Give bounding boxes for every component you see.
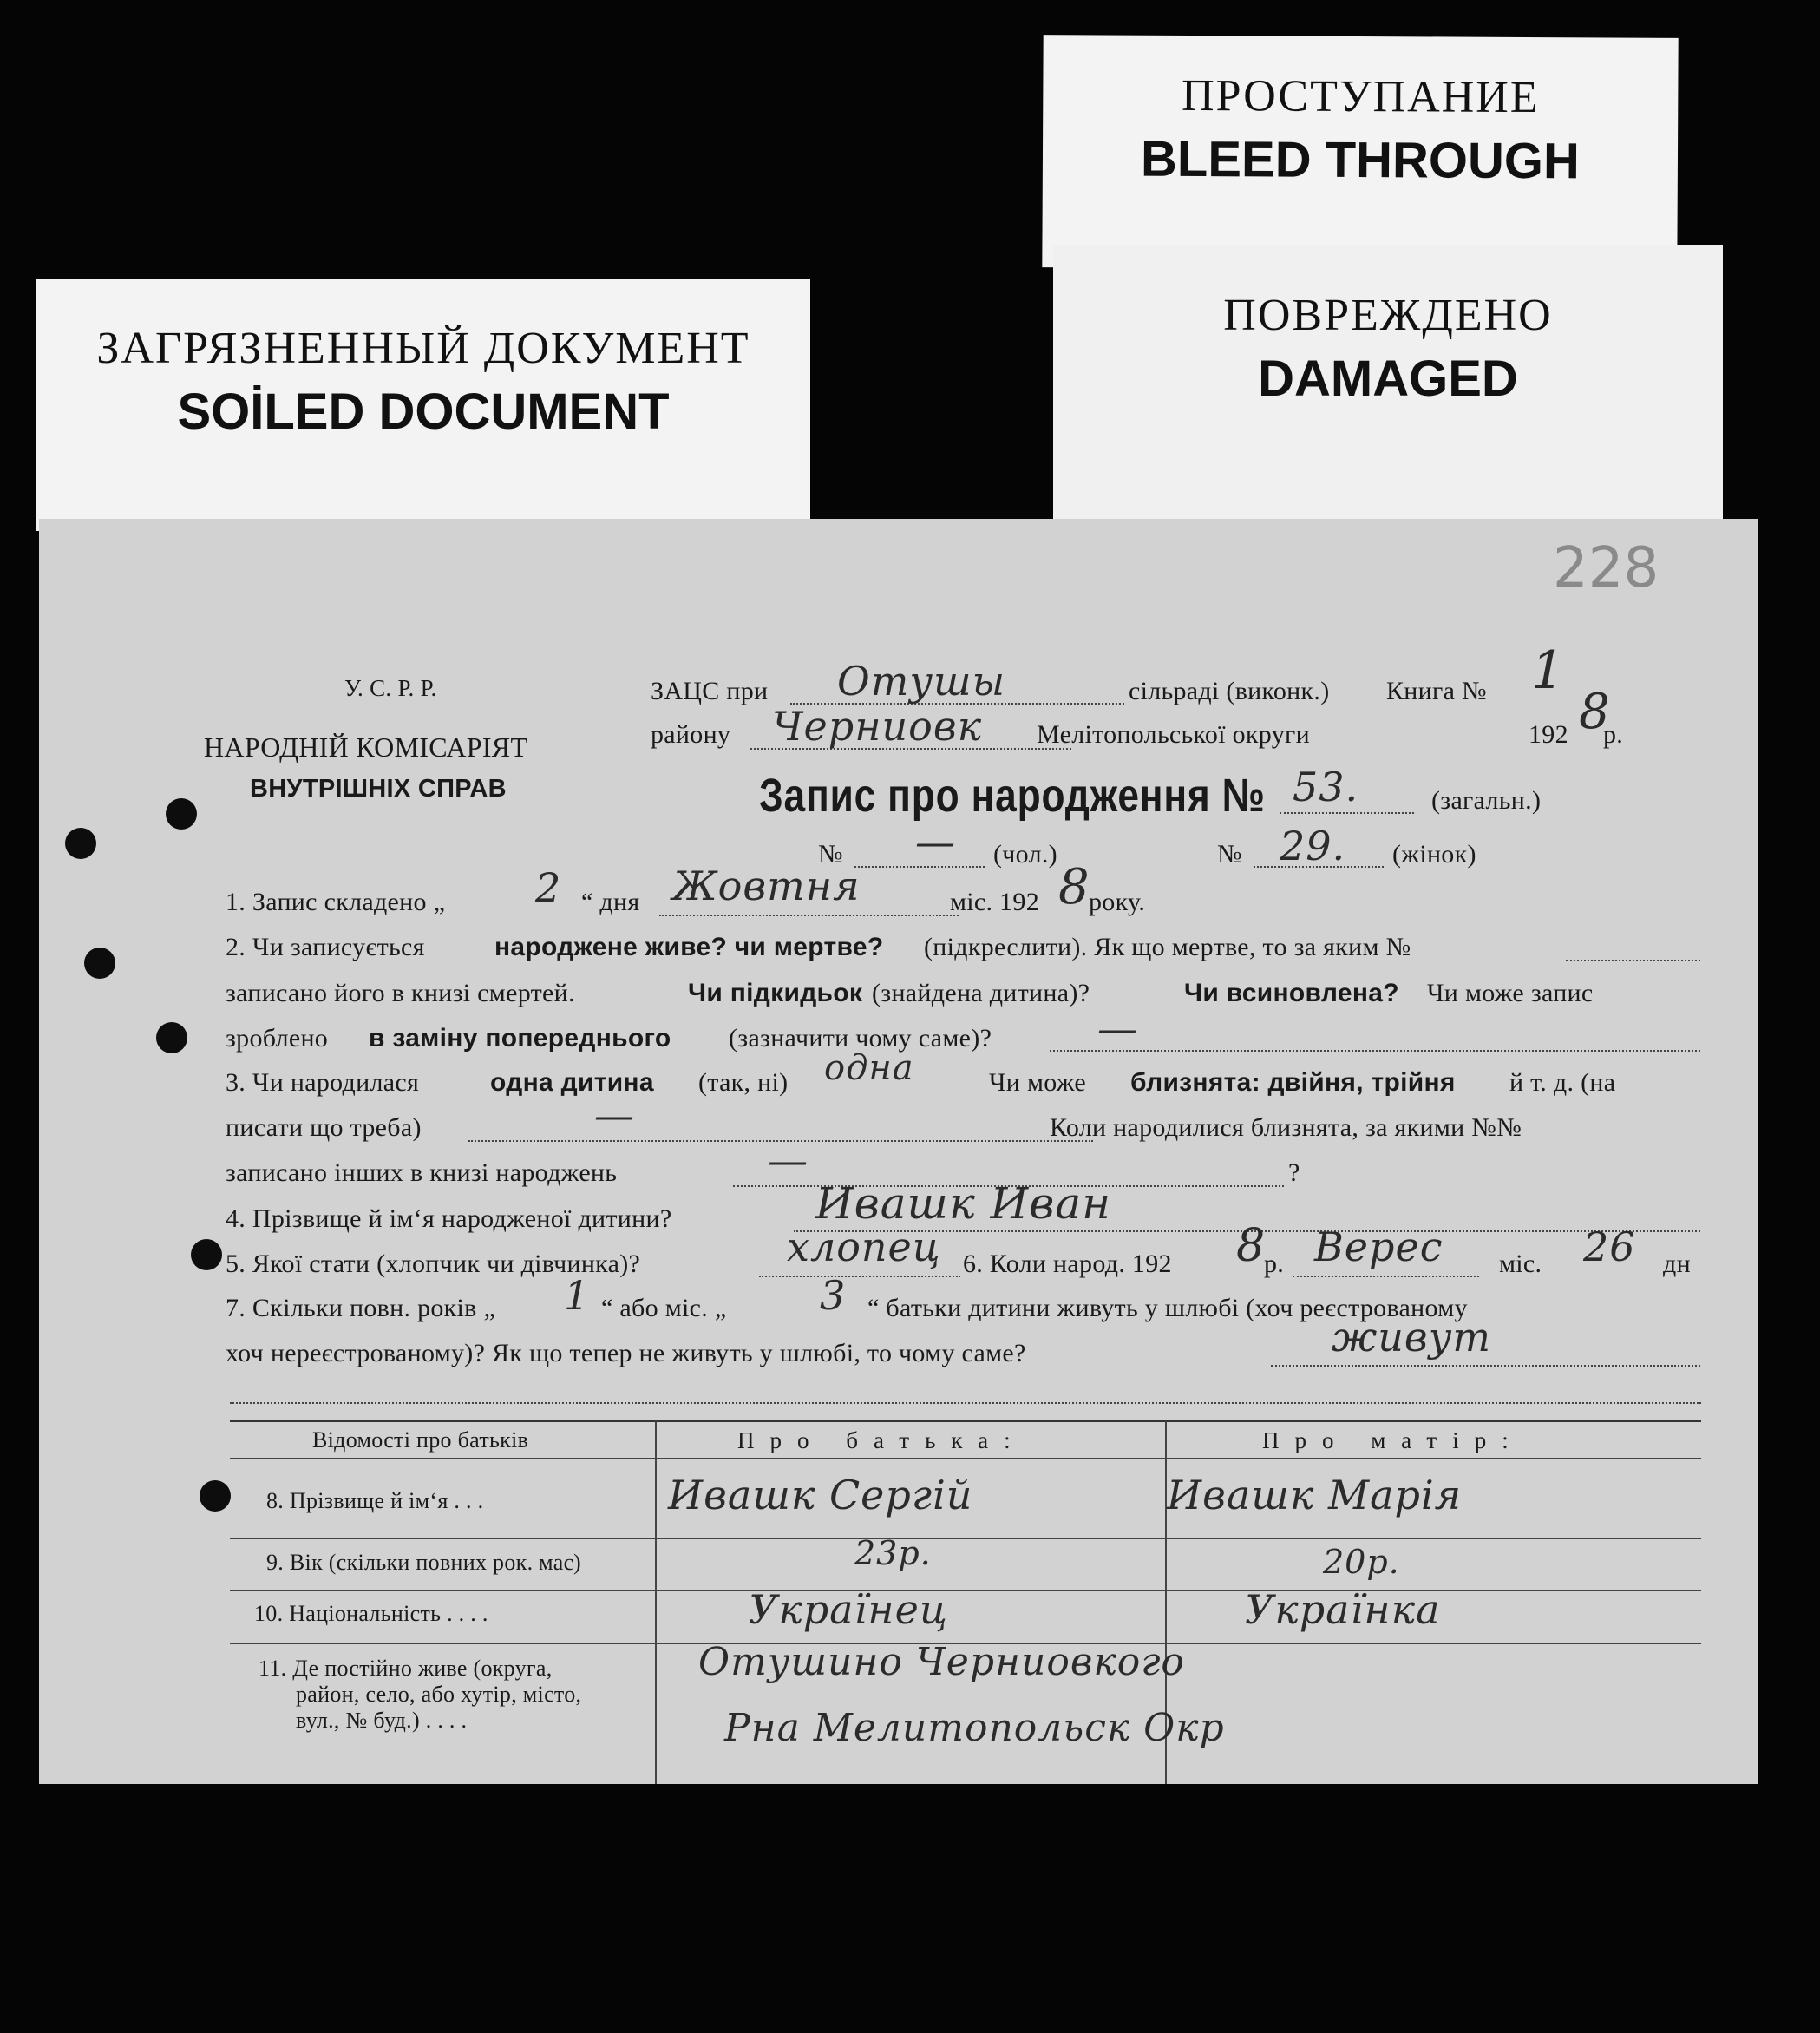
q2-l2c: (знайдена дитина)? bbox=[872, 979, 1090, 1007]
q2-l1c: (підкреслити). Як що мертве, то за яким № bbox=[924, 933, 1411, 961]
q6-month-hw: Верес bbox=[1314, 1223, 1444, 1270]
q2-l3c: (зазначити чому саме)? bbox=[729, 1024, 992, 1053]
male-no-label: № bbox=[818, 840, 843, 869]
q2-l1a: 2. Чи записується bbox=[226, 933, 425, 961]
q6-mis: міс. bbox=[1499, 1249, 1542, 1278]
record-title: Запис про народження № bbox=[759, 770, 1266, 822]
row11-hw-1: Отушино Черниовкого bbox=[698, 1640, 1185, 1684]
female-label: (жінок) bbox=[1392, 840, 1476, 869]
soiled-label-en: SOİLED DOCUMENT bbox=[177, 384, 670, 440]
q7-years-hw: 1 bbox=[564, 1272, 591, 1319]
soiled-label-ru: ЗАГРЯЗНЕННЫЙ ДОКУМЕНТ bbox=[96, 324, 750, 373]
q6-day-hw: 26 bbox=[1583, 1223, 1636, 1270]
q1-b: “ дня bbox=[581, 888, 640, 916]
page-number: 228 bbox=[1553, 536, 1660, 600]
q1-day-hw: 2 bbox=[535, 864, 562, 911]
male-label: (чол.) bbox=[993, 840, 1057, 869]
q4-label: 4. Прізвище й ім‘я народженої дитини? bbox=[226, 1204, 672, 1233]
table-head-label: Відомості про батьків bbox=[312, 1427, 529, 1453]
birth-record-document bbox=[39, 519, 1758, 1784]
row8-mother-hw: Ивашк Марія bbox=[1167, 1472, 1463, 1518]
zags-label: ЗАЦС при bbox=[651, 677, 769, 705]
q2-death-no-line bbox=[1566, 960, 1700, 961]
village-hw: Отушы bbox=[837, 658, 1006, 705]
q3-l1b: одна дитина bbox=[490, 1068, 654, 1097]
damaged-label-en: DAMAGED bbox=[1258, 351, 1518, 407]
row8-label: 8. Прізвище й ім‘я . . . bbox=[266, 1488, 484, 1513]
q5-hw: хлопец bbox=[787, 1223, 941, 1270]
q4-hw: Ивашк Иван bbox=[815, 1178, 1112, 1229]
bleed-through-label bbox=[1042, 35, 1678, 271]
book-hw: 1 bbox=[1531, 640, 1566, 701]
year-suffix: р. bbox=[1603, 720, 1624, 749]
row10-mother-hw: Українка bbox=[1245, 1586, 1441, 1633]
table-head-father: Про батька: bbox=[737, 1427, 1026, 1453]
q5-label: 5. Якої стати (хлопчик чи дівчинка)? bbox=[226, 1249, 641, 1278]
record-no-hw: 53. bbox=[1293, 764, 1359, 810]
row9-father-hw: 23р. bbox=[854, 1534, 932, 1572]
row11-label-2: район, село, або хутір, місто, bbox=[296, 1682, 582, 1707]
male-no-line bbox=[854, 866, 985, 868]
table-top-rule bbox=[230, 1420, 1701, 1422]
table-row-divider bbox=[230, 1590, 1701, 1591]
row11-label-3: вул., № буд.) . . . . bbox=[296, 1708, 468, 1733]
q3-l2a: писати що треба) bbox=[226, 1113, 422, 1142]
record-no-line bbox=[1280, 812, 1414, 814]
q2-l1b: народжене живе? чи мертве? bbox=[494, 933, 884, 961]
q3-l3b: ? bbox=[1288, 1158, 1300, 1187]
punch-hole bbox=[200, 1480, 231, 1512]
q1-a: 1. Запис складено „ bbox=[226, 888, 446, 916]
q3-one-hw: одна bbox=[824, 1048, 914, 1088]
q2-l3a: зроблено bbox=[226, 1024, 329, 1053]
q3-l3a: записано інших в книзі народжень bbox=[226, 1158, 618, 1187]
q1-c: міс. 192 bbox=[950, 888, 1040, 916]
q7-l1b: “ або міс. „ bbox=[601, 1294, 727, 1322]
book-label: Книга № bbox=[1386, 677, 1487, 705]
q6-year-hw: 8 bbox=[1236, 1220, 1267, 1272]
year-prefix: 192 bbox=[1529, 720, 1568, 749]
q3-others-hw: — bbox=[768, 1137, 809, 1184]
commissariat-header: НАРОДНІЙ КОМІСАРІЯТ bbox=[204, 731, 528, 763]
q1-month-line bbox=[659, 915, 959, 916]
silradi-label: сільраді (виконк.) bbox=[1129, 677, 1330, 705]
q2-l2d: Чи всиновлена? bbox=[1184, 979, 1399, 1007]
q6-label: 6. Коли народ. 192 bbox=[963, 1249, 1172, 1278]
soiled-document-label bbox=[36, 279, 810, 531]
q3-l1e: близнята: двійня, трійня bbox=[1130, 1068, 1456, 1097]
table-row-divider bbox=[230, 1538, 1701, 1539]
usrr-header: У. С. Р. Р. bbox=[344, 675, 437, 701]
q1-year-hw: 8 bbox=[1058, 859, 1090, 915]
damaged-label-ru: ПОВРЕЖДЕНО bbox=[1223, 291, 1553, 340]
bleed-label-ru: ПРОСТУПАНИЕ bbox=[1181, 70, 1540, 123]
table-row-divider bbox=[230, 1458, 1701, 1459]
punch-hole bbox=[84, 948, 115, 979]
q7-l1a: 7. Скільки повн. років „ bbox=[226, 1294, 496, 1322]
punch-hole bbox=[166, 798, 197, 830]
raion-hw: Черниовк bbox=[772, 703, 983, 750]
q3-l1f: й т. д. (на bbox=[1509, 1068, 1616, 1097]
q7-line bbox=[1271, 1365, 1700, 1367]
q3-l1d: Чи може bbox=[989, 1068, 1087, 1097]
female-no-hw: 29. bbox=[1280, 823, 1346, 869]
q7-hw: живут bbox=[1332, 1314, 1491, 1361]
bleed-label-en: BLEED THROUGH bbox=[1140, 130, 1581, 190]
q7-l2a: хоч нереєстрованому)? Як що тепер не живуть у шлюбі, то чому саме? bbox=[226, 1339, 1026, 1367]
year-hw: 8 bbox=[1579, 684, 1611, 740]
zagal-label: (загальн.) bbox=[1431, 786, 1542, 815]
punch-hole bbox=[191, 1239, 222, 1270]
blank-line bbox=[230, 1402, 1701, 1404]
q3-l2b: Коли народилися близнята, за якими №№ bbox=[1050, 1113, 1522, 1142]
male-no-hw: — bbox=[915, 818, 956, 865]
row10-label: 10. Національність . . . . bbox=[254, 1601, 488, 1626]
okruha-label: Мелітопольської округи bbox=[1037, 720, 1310, 749]
q7-months-hw: 3 bbox=[820, 1272, 847, 1319]
q2-l3b: в заміну попереднього bbox=[369, 1024, 671, 1053]
q2-replace-line bbox=[1050, 1050, 1700, 1052]
row9-mother-hw: 20р. bbox=[1323, 1543, 1400, 1581]
q6-r: р. bbox=[1264, 1249, 1285, 1278]
raion-label: району bbox=[651, 720, 731, 749]
row11-label-1: 11. Де постійно живе (округа, bbox=[259, 1656, 553, 1681]
dept-header: ВНУТРІШНІХ СПРАВ bbox=[250, 775, 507, 803]
row8-father-hw: Ивашк Сергій bbox=[668, 1472, 973, 1518]
table-head-mother: Про матір: bbox=[1262, 1427, 1524, 1453]
damaged-label bbox=[1053, 245, 1723, 521]
punch-hole bbox=[156, 1022, 187, 1053]
row11-hw-2: Рна Мелитопольск Окр bbox=[724, 1706, 1225, 1750]
q1-d: року. bbox=[1089, 888, 1146, 916]
q2-l2b: Чи підкидьок bbox=[688, 979, 863, 1007]
punch-hole bbox=[65, 828, 96, 859]
q2-replace-hw: — bbox=[1097, 1005, 1138, 1052]
q6-month-line bbox=[1293, 1276, 1479, 1277]
q7-l1c: “ батьки дитини живуть у шлюбі (хоч реєстрованому bbox=[867, 1294, 1468, 1322]
q5-line bbox=[759, 1276, 960, 1277]
row9-label: 9. Вік (скільки повних рок. має) bbox=[266, 1550, 582, 1575]
row10-father-hw: Українец bbox=[749, 1586, 948, 1633]
q3-twins-hw: — bbox=[594, 1092, 635, 1138]
table-col-divider bbox=[655, 1421, 657, 1784]
q1-month-hw: Жовтня bbox=[672, 862, 861, 909]
q2-l2e: Чи може запис bbox=[1427, 979, 1594, 1007]
q6-dn: дн bbox=[1663, 1249, 1691, 1278]
female-no-label: № bbox=[1217, 840, 1242, 869]
q3-l1a: 3. Чи народилася bbox=[226, 1068, 420, 1097]
q2-l2a: записано його в книзі смертей. bbox=[226, 979, 575, 1007]
q3-l1c: (так, ні) bbox=[698, 1068, 789, 1097]
